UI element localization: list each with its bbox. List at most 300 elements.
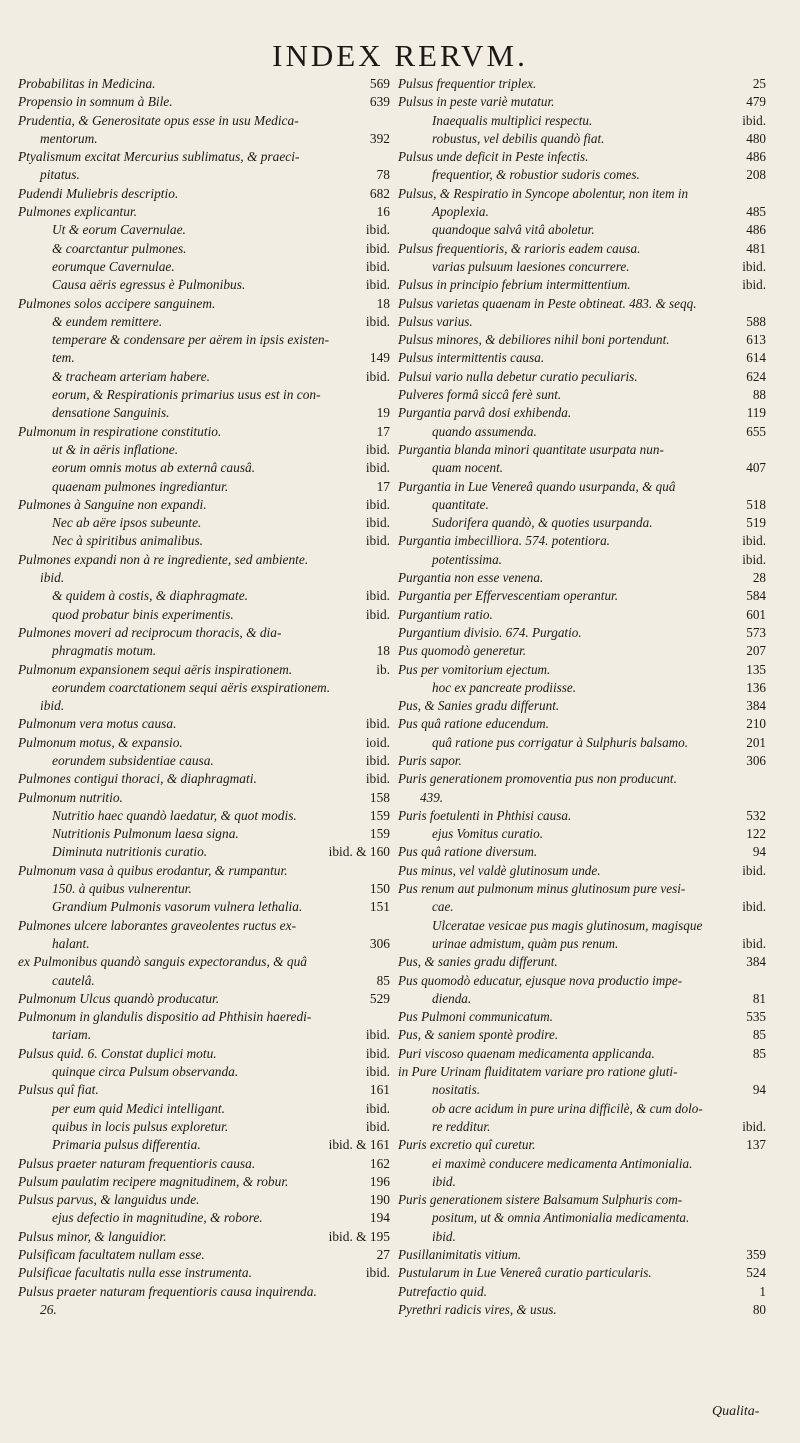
entry-page: ibid.	[365, 1100, 390, 1116]
index-entry	[18, 1173, 390, 1191]
entry-page: 122	[746, 826, 766, 842]
entry-text: varias pulsuum laesiones concurrere.	[432, 258, 630, 274]
index-entry	[398, 258, 766, 276]
entry-page: ibid.	[365, 588, 390, 604]
index-entry	[398, 459, 766, 477]
index-entry	[18, 1008, 390, 1026]
index-entry	[398, 1100, 766, 1118]
entry-page: 613	[746, 332, 766, 348]
entry-page: 81	[752, 990, 766, 1006]
entry-text: Puris generationem promoventia pus non producunt.	[398, 771, 677, 787]
entry-page: 27	[376, 1247, 390, 1262]
entry-text: ob acre acidum in pure urina difficilè, & cum dolo-	[432, 1100, 703, 1116]
index-entry	[398, 953, 766, 971]
entry-text: Pus Pulmoni communicatum.	[398, 1009, 553, 1025]
entry-text: Puris foetulenti in Phthisi causa.	[398, 807, 572, 823]
index-entry	[18, 1209, 390, 1227]
index-entry	[398, 166, 766, 184]
entry-text: Pulsus frequentioris, & rarioris eadem causa.	[398, 240, 641, 256]
index-entry	[18, 606, 390, 624]
entry-text: & quidem à costis, & diaphragmate.	[52, 588, 249, 604]
index-entry	[398, 75, 766, 93]
index-entry	[398, 825, 766, 843]
entry-page: ibid.	[365, 1027, 390, 1043]
index-entry	[18, 789, 390, 807]
entry-text: Pus per vomitorium ejectum.	[398, 661, 551, 677]
index-entry	[18, 148, 390, 166]
index-entry	[18, 679, 390, 697]
entry-text: Pulmones contigui thoraci, & diaphragmati.	[18, 771, 257, 787]
index-entry	[398, 130, 766, 148]
entry-text: Pus quâ ratione educendum.	[398, 716, 549, 732]
entry-text: nositatis.	[432, 1082, 480, 1098]
index-entry	[398, 697, 766, 715]
index-entry	[398, 496, 766, 514]
index-entry	[398, 386, 766, 404]
index-entry	[398, 368, 766, 386]
index-entry	[18, 496, 390, 514]
entry-page: 208	[746, 167, 766, 183]
index-entry	[18, 1155, 390, 1173]
entry-text: Pus quâ ratione diversum.	[398, 844, 538, 860]
entry-text: phragmatis motum.	[52, 643, 157, 659]
entry-text: ejus defectio in magnitudine, & robore.	[52, 1210, 263, 1226]
entry-text: ibid.	[40, 570, 65, 586]
entry-page: ibid.	[742, 533, 766, 549]
entry-page: ibid.	[742, 862, 766, 878]
entry-text: Nutritio haec quandò laedatur, & quot modis.	[52, 807, 297, 823]
entry-page: 135	[746, 661, 766, 677]
entry-text: Purgantium divisio. 674. Purgatio.	[398, 624, 582, 640]
entry-page: 485	[746, 204, 766, 220]
index-entry	[18, 130, 390, 148]
entry-text: Pusillanimitatis vitium.	[398, 1247, 522, 1262]
index-entry	[18, 441, 390, 459]
entry-page: 407	[746, 460, 766, 476]
index-entry	[398, 93, 766, 111]
entry-page: ibid.	[365, 1064, 390, 1080]
index-entry	[398, 917, 766, 935]
index-entry	[398, 331, 766, 349]
index-entry	[18, 880, 390, 898]
entry-text: Inaequalis multiplici respectu.	[432, 112, 593, 128]
entry-text: & coarctantur pulmones.	[52, 240, 187, 256]
index-entry	[398, 661, 766, 679]
entry-text: Puris excretio quî curetur.	[398, 1137, 536, 1153]
entry-page: ibid.	[365, 496, 390, 512]
entry-text: Pulsum paulatim recipere magnitudinem, & robur.	[18, 1173, 289, 1189]
index-entry	[18, 349, 390, 367]
entry-page: 25	[752, 76, 766, 91]
entry-text: Pulveres formâ siccâ ferè sunt.	[398, 387, 562, 403]
index-entry	[18, 240, 390, 258]
entry-page: ibid.	[365, 258, 390, 274]
entry-text: robustus, vel debilis quandò fiat.	[432, 130, 605, 146]
entry-page: 17	[376, 478, 390, 494]
entry-text: quando assumenda.	[432, 423, 537, 439]
index-entry	[398, 843, 766, 861]
index-entry	[398, 990, 766, 1008]
index-entry	[18, 1136, 390, 1154]
index-entry	[398, 862, 766, 880]
index-entry	[18, 404, 390, 422]
entry-page: ibid.	[365, 460, 390, 476]
entry-page: 151	[369, 899, 390, 915]
entry-text: quam nocent.	[432, 460, 504, 476]
entry-text: tem.	[52, 350, 75, 366]
index-entry	[18, 715, 390, 733]
index-entry	[18, 935, 390, 953]
index-entry	[18, 807, 390, 825]
entry-text: eorum omnis motus ab externâ causâ.	[52, 460, 256, 476]
index-entry	[18, 898, 390, 916]
index-entry	[398, 1191, 766, 1209]
entry-text: Pulmonum expansionem sequi aëris inspirationem.	[18, 661, 293, 677]
index-entry	[398, 569, 766, 587]
entry-text: quinque circa Pulsum observanda.	[52, 1064, 239, 1080]
entry-text: Pulmones expandi non à re ingrediente, sed ambiente.	[18, 551, 309, 567]
entry-page: 196	[369, 1173, 390, 1189]
entry-text: Pudendi Muliebris descriptio.	[18, 185, 179, 201]
index-entry	[398, 1008, 766, 1026]
entry-text: Pulmones à Sanguine non expandi.	[18, 496, 207, 512]
index-entry	[18, 825, 390, 843]
entry-page: 524	[746, 1265, 766, 1281]
index-entry	[18, 331, 390, 349]
entry-page: 569	[369, 76, 390, 91]
entry-text: Pulsificae facultatis nulla esse instrumenta.	[18, 1265, 252, 1281]
entry-page: ibid. & 161	[328, 1137, 390, 1153]
entry-page: 601	[746, 606, 766, 622]
entry-text: ejus Vomitus curatio.	[432, 826, 543, 842]
index-entry	[398, 1118, 766, 1136]
entry-page: 136	[746, 679, 766, 695]
index-entry	[398, 1246, 766, 1264]
index-entry	[18, 514, 390, 532]
index-entry	[398, 423, 766, 441]
entry-page: 384	[746, 954, 766, 970]
index-entry	[398, 240, 766, 258]
index-entry	[398, 551, 766, 569]
entry-text: cae.	[432, 899, 454, 915]
entry-text: Probabilitas in Medicina.	[18, 76, 156, 91]
entry-text: 150. à quibus vulnerentur.	[52, 881, 192, 897]
entry-text: Pulsus quid. 6. Constat duplici motu.	[18, 1045, 217, 1061]
entry-page: 158	[369, 789, 390, 805]
entry-text: Pus, & sanies gradu differunt.	[398, 954, 558, 970]
entry-text: cautelâ.	[52, 972, 95, 988]
entry-page: 94	[752, 1082, 766, 1098]
entry-page: ioid.	[365, 734, 390, 750]
entry-text: Ut & eorum Cavernulae.	[52, 222, 186, 238]
entry-page: ibid.	[365, 752, 390, 768]
entry-page: 18	[376, 643, 390, 659]
entry-text: ibid.	[432, 1228, 456, 1244]
entry-page: 210	[746, 716, 766, 732]
entry-page: 486	[746, 149, 766, 165]
index-entry	[18, 642, 390, 660]
entry-text: per eum quid Medici intelligant.	[52, 1100, 225, 1116]
entry-text: Putrefactio quid.	[398, 1283, 487, 1299]
index-entry	[18, 587, 390, 605]
entry-page: 519	[746, 515, 766, 531]
entry-text: Diminuta nutritionis curatio.	[52, 844, 208, 860]
entry-text: quibus in locis pulsus exploretur.	[52, 1118, 229, 1134]
entry-text: Pulsus unde deficit in Peste infectis.	[398, 149, 589, 165]
entry-page: 1	[759, 1283, 766, 1299]
index-entry	[18, 459, 390, 477]
index-entry	[398, 789, 766, 807]
entry-text: tariam.	[52, 1027, 92, 1043]
index-entry	[18, 276, 390, 294]
index-entry	[398, 972, 766, 990]
index-entry	[18, 1264, 390, 1282]
entry-page: 150	[369, 881, 390, 897]
entry-text: Pulsus intermittentis causa.	[398, 350, 545, 366]
entry-page: ibid.	[365, 222, 390, 238]
entry-text: in Pure Urinam fluiditatem variare pro ratione gluti-	[398, 1064, 678, 1080]
entry-text: Nec à spiritibus animalibus.	[52, 533, 204, 549]
index-entry	[398, 1209, 766, 1227]
entry-page: ibid.	[742, 258, 766, 274]
entry-text: potentissima.	[432, 551, 502, 567]
entry-page: 359	[746, 1247, 766, 1262]
index-entry	[18, 624, 390, 642]
entry-page: ibid.	[365, 1118, 390, 1134]
entry-page: 119	[746, 405, 766, 421]
entry-text: Grandium Pulmonis vasorum vulnera lethalia.	[52, 899, 303, 915]
index-entry	[18, 313, 390, 331]
entry-text: Pus quomodò generetur.	[398, 643, 527, 659]
entry-page: 201	[746, 734, 766, 750]
entry-page: 85	[752, 1045, 766, 1061]
entry-page: 306	[746, 752, 766, 768]
entry-text: quâ ratione pus corrigatur à Sulphuris balsamo.	[432, 734, 689, 750]
index-entry	[398, 1228, 766, 1246]
entry-text: Pulmones moveri ad reciprocum thoracis, & dia-	[18, 624, 282, 640]
index-entry	[398, 898, 766, 916]
index-entry	[398, 1081, 766, 1099]
entry-text: Pustularum in Lue Venereâ curatio particularis.	[398, 1265, 652, 1281]
entry-text: quantitate.	[432, 496, 489, 512]
entry-page: ibid.	[365, 533, 390, 549]
index-entry	[18, 75, 390, 93]
index-entry	[18, 112, 390, 130]
entry-page: ibid.	[742, 112, 766, 128]
entry-text: Pulsui vario nulla debetur curatio peculiaris.	[398, 368, 638, 384]
entry-text: Pulsus minores, & debiliores nihil boni portendunt.	[398, 332, 670, 348]
index-entry	[398, 514, 766, 532]
entry-text: eorundem coarctationem sequi aëris exspirationem.	[52, 679, 331, 695]
entry-page: ibid.	[365, 1265, 390, 1281]
entry-page: 532	[746, 807, 766, 823]
index-entry	[398, 606, 766, 624]
index-entry	[398, 349, 766, 367]
entry-text: Purgantia parvâ dosi exhibenda.	[398, 405, 572, 421]
entry-text: Puri viscoso quaenam medicamenta applicanda.	[398, 1045, 655, 1061]
index-entry	[18, 697, 390, 715]
entry-page: 481	[746, 240, 766, 256]
entry-page: 529	[369, 990, 390, 1006]
index-entry	[18, 368, 390, 386]
index-entry	[398, 1283, 766, 1301]
index-entry	[398, 1264, 766, 1282]
entry-text: ibid.	[40, 698, 65, 714]
index-entry	[18, 1191, 390, 1209]
entry-text: Pulmonum in glandulis dispositio ad Phthisin haeredi-	[18, 1009, 312, 1025]
index-entry	[398, 752, 766, 770]
entry-text: Puris generationem sistere Balsamum Sulphuris com-	[398, 1192, 683, 1208]
entry-page: 486	[746, 222, 766, 238]
entry-page: 159	[369, 807, 390, 823]
index-entry	[18, 532, 390, 550]
entry-page: 159	[369, 826, 390, 842]
entry-text: & eundem remittere.	[52, 313, 163, 329]
entry-page: 207	[746, 643, 766, 659]
entry-page: 480	[746, 130, 766, 146]
entry-text: eorum, & Respirationis primarius usus est in con-	[52, 387, 321, 403]
entry-text: & tracheam arteriam habere.	[52, 368, 210, 384]
entry-page: ibid.	[365, 771, 390, 787]
entry-text: Pulmones solos accipere sanguinem.	[18, 295, 216, 311]
entry-page: 16	[376, 204, 390, 220]
entry-text: ut & in aëris inflatione.	[52, 441, 179, 457]
index-entry	[18, 752, 390, 770]
entry-page: 194	[369, 1210, 390, 1226]
entry-text: ibid.	[432, 1173, 456, 1189]
entry-page: ibid.	[365, 515, 390, 531]
entry-text: Purgantia non esse venena.	[398, 570, 544, 586]
index-entry	[398, 1155, 766, 1173]
index-entry	[398, 1136, 766, 1154]
entry-text: Sudorifera quandò, & quoties usurpanda.	[432, 515, 653, 531]
entry-text: eorundem subsidentiae causa.	[52, 752, 214, 768]
entry-text: Purgantia imbecilliora. 574. potentiora.	[398, 533, 610, 549]
entry-page: 85	[752, 1027, 766, 1043]
index-entry	[18, 661, 390, 679]
index-entry	[398, 203, 766, 221]
index-entry	[398, 478, 766, 496]
entry-text: halant.	[52, 935, 90, 951]
entry-page: 588	[746, 313, 766, 329]
entry-text: Pulsus parvus, & languidus unde.	[18, 1192, 200, 1208]
index-entry	[18, 972, 390, 990]
index-entry	[18, 862, 390, 880]
entry-text: Pulsus in peste variè mutatur.	[398, 94, 555, 110]
entry-page: ibid.	[365, 313, 390, 329]
index-entry	[18, 569, 390, 587]
index-entry	[18, 843, 390, 861]
index-entry	[398, 276, 766, 294]
index-entry	[398, 1063, 766, 1081]
entry-page: ibid.	[742, 551, 766, 567]
entry-text: frequentior, & robustior sudoris comes.	[432, 167, 640, 183]
index-entry	[18, 166, 390, 184]
entry-text: Pulsificam facultatem nullam esse.	[18, 1247, 205, 1262]
entry-text: hoc ex pancreate prodiisse.	[432, 679, 577, 695]
entry-page: 88	[752, 387, 766, 403]
index-entry	[18, 1100, 390, 1118]
entry-page: 78	[376, 167, 390, 183]
entry-page: 28	[752, 570, 766, 586]
entry-text: Nec ab aëre ipsos subeunte.	[52, 515, 202, 531]
index-entry	[398, 112, 766, 130]
index-entry	[398, 221, 766, 239]
index-entry	[18, 203, 390, 221]
entry-text: 26.	[40, 1301, 57, 1317]
entry-text: Pus, & Sanies gradu differunt.	[398, 698, 560, 714]
entry-text: quod probatur binis experimentis.	[52, 606, 234, 622]
entry-text: Pulmonum motus, & expansio.	[18, 734, 183, 750]
index-entry	[398, 679, 766, 697]
entry-text: Ptyalismum excitat Mercurius sublimatus, & praeci-	[18, 149, 300, 165]
entry-text: Purgantia blanda minori quantitate usurpata nun-	[398, 441, 664, 457]
index-entry	[18, 1301, 390, 1319]
index-entry	[398, 313, 766, 331]
entry-page: 624	[746, 368, 766, 384]
entry-page: ibid.	[365, 716, 390, 732]
entry-page: ibid.	[365, 606, 390, 622]
entry-page: ibid.	[365, 368, 390, 384]
index-entry	[398, 734, 766, 752]
entry-page: 161	[369, 1082, 390, 1098]
entry-page: 149	[369, 350, 390, 366]
index-entry	[18, 386, 390, 404]
index-entry	[18, 185, 390, 203]
entry-page: 18	[376, 295, 390, 311]
index-entry	[18, 1081, 390, 1099]
entry-page: 162	[369, 1155, 390, 1171]
index-entry	[398, 148, 766, 166]
entry-text: urinae admistum, quàm pus renum.	[432, 935, 619, 951]
entry-text: quaenam pulmones ingrediantur.	[52, 478, 229, 494]
entry-page: 655	[746, 423, 766, 439]
entry-page: 17	[376, 423, 390, 439]
entry-page: ibid.	[742, 1118, 766, 1134]
entry-page: 85	[376, 972, 390, 988]
page-title: INDEX RERVM.	[272, 38, 528, 73]
index-entry	[398, 404, 766, 422]
entry-text: Nutritionis Pulmonum laesa signa.	[52, 826, 239, 842]
entry-page: 392	[369, 130, 390, 146]
index-entry	[18, 1118, 390, 1136]
entry-page: 306	[369, 935, 390, 951]
entry-page: ibid.	[742, 277, 766, 293]
index-entry	[398, 642, 766, 660]
entry-text: Puris sapor.	[398, 752, 462, 768]
entry-text: Pulmonum in respiratione constitutio.	[18, 423, 222, 439]
entry-page: 573	[746, 624, 766, 640]
entry-text: ex Pulmonibus quandò sanguis expectorandus, & quâ	[18, 954, 307, 970]
index-entry	[18, 1063, 390, 1081]
index-entry	[18, 295, 390, 313]
entry-page: 19	[376, 405, 390, 421]
left-column	[18, 75, 390, 1319]
entry-page: ibid.	[742, 899, 766, 915]
entry-text: Pulsus in principio febrium intermittentium.	[398, 277, 631, 293]
entry-text: pitatus.	[40, 167, 80, 183]
entry-text: Purgantium ratio.	[398, 606, 493, 622]
entry-text: Prudentia, & Generositate opus esse in usu Medica-	[18, 112, 299, 128]
entry-text: Purgantia in Lue Venereâ quando usurpanda, & quâ	[398, 478, 676, 494]
entry-text: mentorum.	[40, 130, 98, 146]
index-entry	[398, 295, 766, 313]
entry-text: positum, ut & omnia Antimonialia medicamenta.	[432, 1210, 690, 1226]
index-entry	[18, 1246, 390, 1264]
entry-text: Propensio in somnum à Bile.	[18, 94, 173, 110]
entry-page: ibid.	[742, 935, 766, 951]
right-column	[398, 75, 766, 1319]
